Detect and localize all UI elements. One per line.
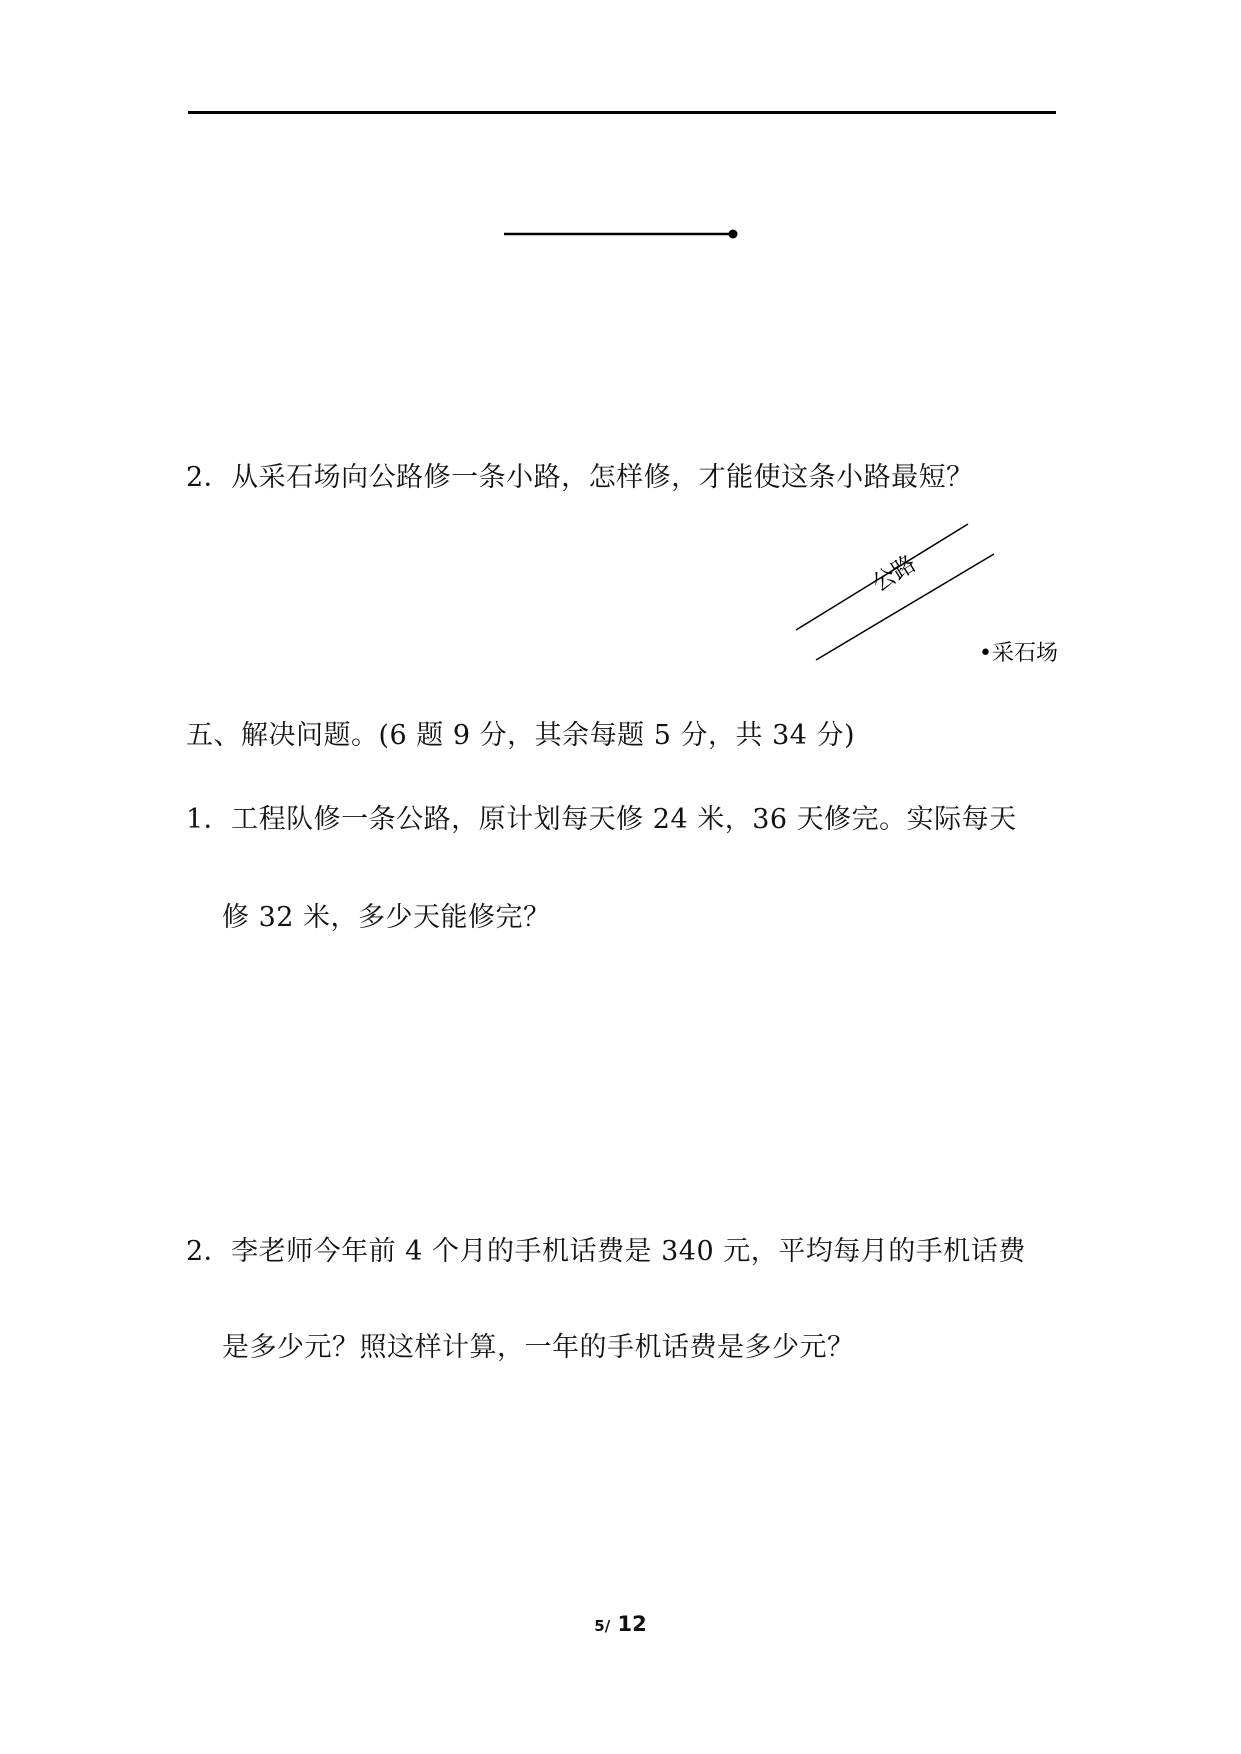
page-current: 5/	[594, 1617, 611, 1635]
road-label: 公路	[867, 550, 921, 598]
part4-question2-text: 2．从采石场向公路修一条小路，怎样修，才能使这条小路最短？	[186, 462, 974, 493]
part5-question2-line1: 2．李老师今年前 4 个月的手机话费是 340 元，平均每月的手机话费	[186, 1236, 1026, 1267]
part5-question1-line1: 1．工程队修一条公路，原计划每天修 24 米，36 天修完。实际每天	[186, 804, 1017, 835]
part5-question2-line2: 是多少元？照这样计算，一年的手机话费是多少元？	[222, 1332, 855, 1363]
ray-endpoint	[729, 230, 738, 239]
page-total: 12	[617, 1612, 647, 1636]
part5-heading: 五、解决问题。(6 题 9 分，其余每题 5 分，共 34 分)	[186, 720, 856, 751]
road-figure	[780, 512, 1070, 672]
part5-question1-line2: 修 32 米，多少天能修完？	[222, 902, 551, 933]
ray-figure	[500, 222, 750, 246]
header-rule	[188, 111, 1056, 114]
page-number	[0, 1610, 1241, 1640]
quarry-label: •采石场	[979, 641, 1058, 666]
